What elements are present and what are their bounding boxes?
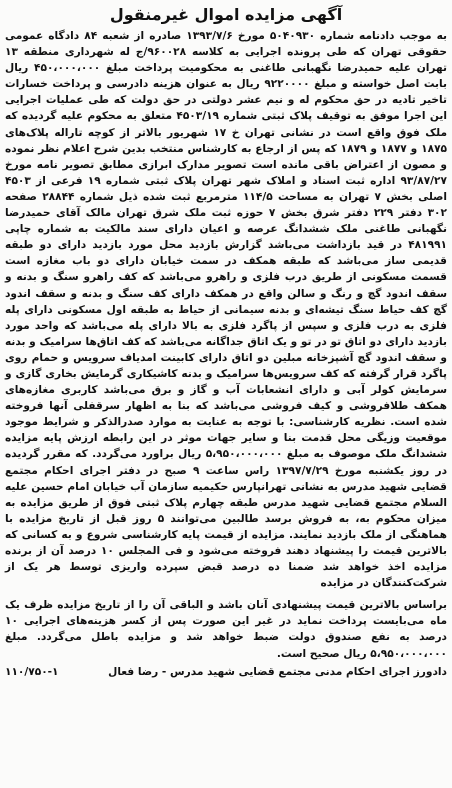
notice-paragraph-2: براساس بالاترین قیمت پیشنهادی آنان باشد و الباقی آن را از تاریخ مزایده ظرف یک ماه می‌بایست پرداخت نماید در غیر این صورت پس از کسر هزینه‌های اجرایی ۱۰ درصد به نفع صندوق دولت ضبط خواهد شد و مزایده باطل می‌گردد. مبلغ ۵،۹۵۰،۰۰۰،۰۰۰ ریال صحیح است. <box>5 599 447 660</box>
notice-code: ۱۱۰/۷۵۰-۱ <box>5 665 59 678</box>
notice-body <box>5 28 447 662</box>
notice-title: آگهی مزایده اموال غیرمنقول <box>109 5 343 24</box>
notice-footer <box>5 665 447 680</box>
notice-signature: دادورز اجرای احکام مدنی مجتمع قضایی شهید مدرس - رضا فعال <box>108 665 447 678</box>
notice-paragraph-1: به موجب دادنامه شماره ۵۰۴۰۹۳۰ مورخ ۱۳۹۳/۷/۶ صادره از شعبه ۸۴ دادگاه عمومی حقوقی تهران که طی پرونده اجرایی به کلاسه ۹۶۰۰۲۸/ج له شهرداری منطقه ۱۳ تهران علیه حمیدرضا نگهبانی طاغنی به محکومیت پرداخت مبلغ ۴۵۰،۰۰۰،۰۰۰ ریال بابت اصل خواسته و مبلغ ۹۲۲۰۰۰۰ ریال به عنوان هزینه دادرسی و پرداخت خسارات تاخیر تادیه در حق محکوم له و نیم عشر دولتی در حق دولت که طی عملیات اجرایی این اجرا موفق به توقیف پلاک ثبتی شماره ۴۵۰۳/۱۹ متعلق به محکوم علیه گردیده که ملک فوق واقع است در نشانی تهران خ ۱۷ شهریور بالاتر از کوچه تاراله پلاک‌های ۱۸۷۵ و ۱۸۷۷ و ۱۸۷۹ که پس از ارجاع به کارشناس منتخب بدین شرح اعلام نظر نموده و مصون از اعتراض باقی مانده است تصویر مدارک ابرازی مطابق تصویر نامه مورخ ۹۳/۸۷/۲۷ اداره ثبت اسناد و املاک شهر تهران پلاک ثبتی شماره ۱۹ فرعی از ۴۵۰۳ اصلی بخش ۷ تهران به مساحت ۱۱۴/۵ مترمربع ثبت شده ذیل شماره ۲۸۸۴۴ صفحه ۳۰۲ دفتر ۲۲۹ دفتر شرق بخش ۷ حوزه ثبت ملک شرق تهران مالک آقای حمیدرضا نگهبانی طاغنی ملک ششدانگ عرصه و اعیان دارای سند مالکیت به شماره چاپی ۴۸۱۹۹۱ در قید بازداشت می‌باشد گزارش بازدید محل مورد بازدید دارای دو طبقه قدیمی ساز می‌باشد که طبقه همکف در سمت خیابان دارای دو باب مغازه است قسمت مسکونی از طریق درب فلزی و راهرو می‌باشد که کف راهرو سنگ و بدنه و سقف اندود گچ و رنگ و سالن واقع در همکف دارای کف سنگ و بدنه و سقف اندود گچ کف حیاط سنگ تیشه‌ای و بدنه سیمانی از حیاط به طبقه اول مسکونی دارای پله فلزی به درب فلزی و سپس از پاگرد فلزی به بالا دارای پله می‌باشد که واحد مورد بازدید دارای دو اتاق تو در تو و یک اتاق جداگانه می‌باشد که کف اتاق‌ها سرامیک و بدنه و سقف اندود گچ آشپزخانه مبلین دو اتاق دارای کابینت امدیاف سرویس و حمام روی پاگرد قرار گرفته که کف سرویس‌ها سرامیک و بدنه کاشیکاری گرمایش بخاری گازی و سرمایش کولر آبی و دارای انشعابات آب و گاز و برق می‌باشد کاربری مغازه‌های همکف طلافروشی و کیف فروشی می‌باشد که بنا به اظهار سرقفلی آنها فروخته شده است. نظریه کارشناسی: با توجه به عنایت به موارد صدرالذکر و شرایط موجود موقعیت وزیگی محل قدمت بنا و سایر جهات موثر در این رابطه ارزش پایه مزایده ششدانگ ملک موصوف به مبلغ ۵،۹۵۰،۰۰۰،۰۰۰ ریال براورد می‌گردد. که مقرر گردیده در روز یکشنبه مورخ ۱۳۹۷/۷/۲۹ راس ساعت ۹ صبح در دفتر اجرای احکام مجتمع قضایی شهید مدرس به نشانی تهرانپارس حکیمیه سازمان آب خیابان امام حسین علیه السلام مجتمع قضایی شهید مدرس طبقه چهارم پلاک ثبتی فوق از طریق مزایده به میزان محکوم به، به فروش برسد طالبین می‌توانند ۵ روز قبل از تاریخ مزایده با هماهنگی از ملک بازدید نمایند. مزایده از قیمت پایه کارشناسی شروع و به کسانی که بالاترین قیمت را پیشنهاد دهند فروخته می‌شود و فی المجلس ۱۰ درصد آن از برنده مزایده اخذ خواهد شد ضمنا ده درصد قبض سپرده واریزی توسط هر یک از شرکت‌کنندگان در مزایده <box>4 30 448 590</box>
